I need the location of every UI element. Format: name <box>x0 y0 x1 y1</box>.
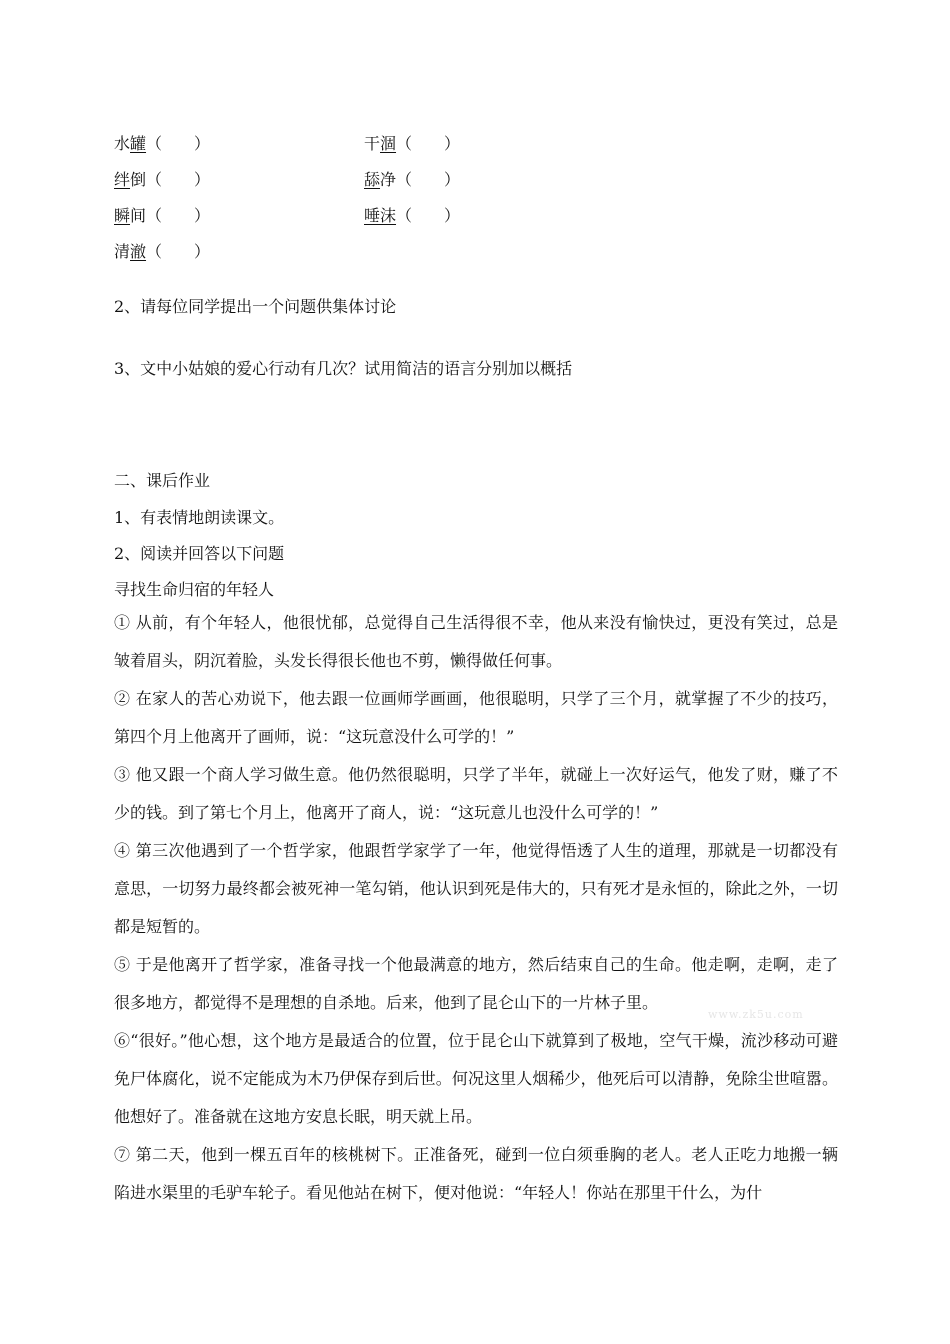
answer-blank: （ ） <box>146 241 211 261</box>
question-2: 2、请每位同学提出一个问题供集体讨论 <box>114 297 397 316</box>
underlined-char: 舔 <box>364 169 381 189</box>
answer-blank: （ ） <box>146 205 211 225</box>
vocab-row <box>114 160 614 196</box>
vocab-list <box>114 124 614 268</box>
story-paragraph-6: ⑥“很好。”他心想，这个地方是最适合的位置，位于昆仑山下就算到了极地，空气干燥，流沙移动可避免尸体腐化，说不定能成为木乃伊保存到后世。何况这里人烟稀少，他死后可以清静，免除尘世喧嚣。他想好了。准备就在这地方安息长眠，明天就上吊。 <box>114 1031 838 1126</box>
vocab-item: 舔净（ ） <box>364 169 461 189</box>
answer-blank: （ ） <box>146 169 211 189</box>
vocab-item: 绊倒（ ） <box>114 169 211 189</box>
homework-item-1: 1、有表情地朗读课文。 <box>114 508 285 527</box>
story-paragraph-2: ② 在家人的苦心劝说下，他去跟一位画师学画画，他很聪明，只学了三个月，就掌握了不少的技巧，第四个月上他离开了画师，说：“这玩意没什么可学的！” <box>114 689 838 746</box>
underlined-char: 澈 <box>130 241 147 261</box>
section-title: 二、课后作业 <box>114 471 211 490</box>
vocab-item: 瞬间（ ） <box>114 205 211 225</box>
watermark: www.zk5u.com <box>708 1008 804 1021</box>
answer-blank: （ ） <box>396 169 461 189</box>
answer-blank: （ ） <box>396 133 461 153</box>
vocab-row <box>114 124 614 160</box>
vocab-row <box>114 232 614 268</box>
story-paragraph-7: ⑦ 第二天，他到一棵五百年的核桃树下。正准备死，碰到一位白须垂胸的老人。老人正吃力地搬一辆陷进水渠里的毛驴车轮子。看见他站在树下，便对他说：“年轻人！你站在那里干什么，为什 <box>114 1145 838 1202</box>
vocab-row <box>114 196 614 232</box>
vocab-item <box>364 203 614 226</box>
answer-blank: （ ） <box>396 205 461 225</box>
answer-blank: （ ） <box>146 133 211 153</box>
underlined-char: 唾沫 <box>364 205 397 225</box>
question-3: 3、文中小姑娘的爱心行动有几次？试用简洁的语言分别加以概括 <box>114 359 573 378</box>
vocab-item: 干涸（ ） <box>364 133 461 153</box>
vocab-item: 水罐（ ） <box>114 133 211 153</box>
story-paragraph-1: ① 从前，有个年轻人，他很忧郁，总觉得自己生活得很不幸，他从来没有愉快过，更没有笑过，总是皱着眉头，阴沉着脸，头发长得很长他也不剪，懒得做任何事。 <box>114 613 838 670</box>
story-paragraph-5: ⑤ 于是他离开了哲学家，准备寻找一个他最满意的地方，然后结束自己的生命。他走啊，走啊，走了很多地方，都觉得不是理想的自杀地。后来，他到了昆仑山下的一片林子里。 <box>114 955 838 1012</box>
vocab-item: 清澈（ ） <box>114 241 211 261</box>
underlined-char: 瞬 <box>114 205 131 225</box>
homework-item-2: 2、阅读并回答以下问题 <box>114 544 285 563</box>
underlined-char: 涸 <box>380 133 397 153</box>
underlined-char: 罐 <box>130 133 147 153</box>
story-paragraph-4: ④ 第三次他遇到了一个哲学家，他跟哲学家学了一年，他觉得悟透了人生的道理，那就是一切都没有意思，一切努力最终都会被死神一笔勾销，他认识到死是伟大的，只有死才是永恒的，除此之外，一切都是短暂的。 <box>114 841 838 936</box>
story-title: 寻找生命归宿的年轻人 <box>114 580 275 599</box>
story-paragraph-3: ③ 他又跟一个商人学习做生意。他仍然很聪明，只学了半年，就碰上一次好运气，他发了财，赚了不少的钱。到了第七个月上，他离开了商人，说：“这玩意儿也没什么可学的！” <box>114 765 838 822</box>
underlined-char: 绊 <box>114 169 131 189</box>
